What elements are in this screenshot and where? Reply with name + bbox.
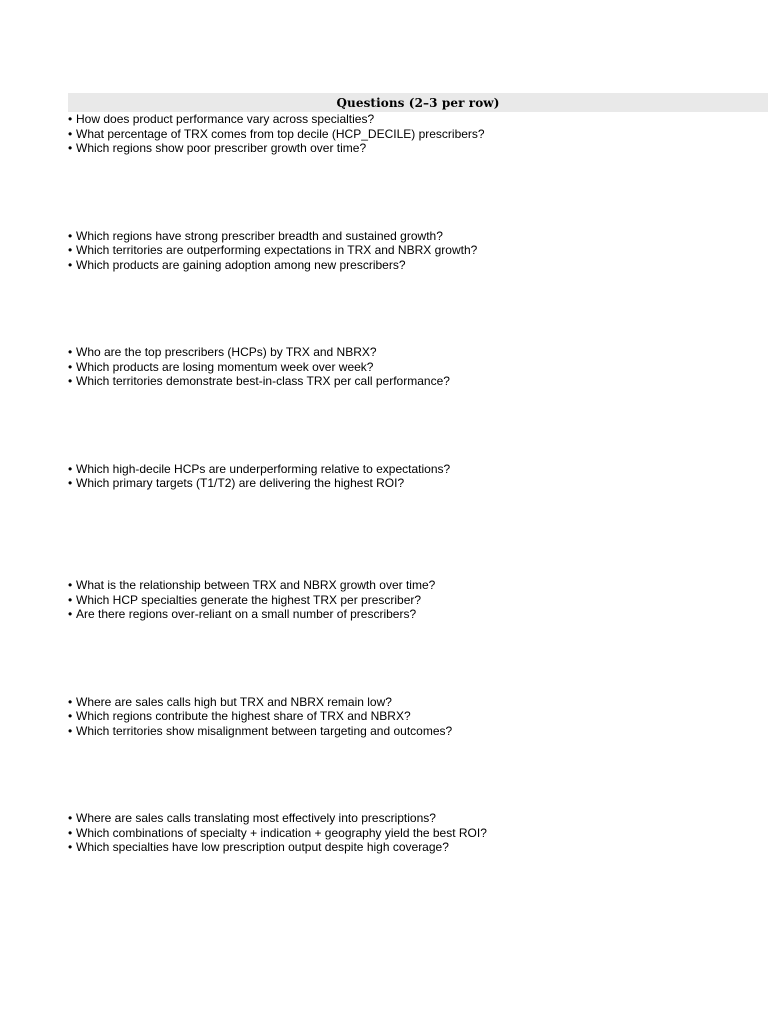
header-row	[68, 93, 768, 112]
question-item	[68, 258, 768, 273]
bullet-icon: •	[68, 126, 73, 141]
question-text: Which regions show poor prescriber growth over time?	[76, 141, 367, 156]
question-rows	[68, 112, 768, 928]
question-text: Which high-decile HCPs are underperforming relative to expectations?	[76, 461, 451, 476]
question-text: Which territories demonstrate best-in-class TRX per call performance?	[76, 374, 450, 389]
question-row	[68, 345, 768, 462]
question-item	[68, 374, 768, 389]
question-item	[68, 578, 768, 593]
question-text: Are there regions over-reliant on a small number of prescribers?	[76, 607, 417, 622]
question-row	[68, 811, 768, 928]
bullet-icon: •	[68, 476, 73, 491]
question-text: Which territories are outperforming expectations in TRX and NBRX growth?	[76, 243, 478, 258]
bullet-icon: •	[68, 607, 73, 622]
question-row	[68, 112, 768, 229]
question-item	[68, 345, 768, 360]
question-text: Which specialties have low prescription output despite high coverage?	[76, 840, 449, 855]
question-item	[68, 724, 768, 739]
question-item	[68, 476, 768, 491]
question-item	[68, 826, 768, 841]
question-item	[68, 360, 768, 375]
bullet-icon: •	[68, 723, 73, 738]
question-item	[68, 462, 768, 477]
questions-sheet	[68, 93, 768, 928]
question-item	[68, 695, 768, 710]
question-item	[68, 593, 768, 608]
question-text: Where are sales calls translating most effectively into prescriptions?	[76, 811, 436, 825]
question-text: Which primary targets (T1/T2) are delivering the highest ROI?	[76, 476, 405, 491]
question-text: Which products are losing momentum week over week?	[76, 359, 374, 374]
bullet-icon: •	[68, 141, 73, 156]
question-item	[68, 127, 768, 142]
question-text: How does product performance vary across specialties?	[76, 112, 375, 126]
question-item	[68, 141, 768, 156]
question-item	[68, 811, 768, 826]
bullet-icon: •	[68, 592, 73, 607]
question-text: Which regions have strong prescriber breadth and sustained growth?	[76, 228, 443, 243]
question-text: Which territories show misalignment between targeting and outcomes?	[76, 723, 453, 738]
question-text: Which HCP specialties generate the highest TRX per prescriber?	[76, 592, 422, 607]
question-text: Which products are gaining adoption among new prescribers?	[76, 257, 406, 272]
bullet-icon: •	[68, 694, 73, 709]
column-header: Questions (2–3 per row)	[336, 95, 500, 110]
question-text: Where are sales calls high but TRX and NBRX remain low?	[76, 694, 392, 709]
bullet-icon: •	[68, 578, 73, 592]
question-text: What is the relationship between TRX and NBRX growth over time?	[76, 578, 436, 592]
bullet-icon: •	[68, 345, 73, 359]
question-text: What percentage of TRX comes from top decile (HCP_DECILE) prescribers?	[76, 126, 485, 141]
question-item	[68, 243, 768, 258]
question-item	[68, 112, 768, 127]
question-item	[68, 709, 768, 724]
bullet-icon: •	[68, 359, 73, 374]
bullet-icon: •	[68, 840, 73, 855]
bullet-icon: •	[68, 112, 73, 126]
question-item	[68, 840, 768, 855]
question-row	[68, 695, 768, 812]
bullet-icon: •	[68, 257, 73, 272]
question-text: Which regions contribute the highest share of TRX and NBRX?	[76, 709, 411, 724]
bullet-icon: •	[68, 461, 73, 476]
bullet-icon: •	[68, 228, 73, 243]
question-row	[68, 462, 768, 579]
question-text: Who are the top prescribers (HCPs) by TRX and NBRX?	[76, 345, 377, 359]
bullet-icon: •	[68, 825, 73, 840]
question-item	[68, 607, 768, 622]
bullet-icon: •	[68, 709, 73, 724]
bullet-icon: •	[68, 243, 73, 258]
question-row	[68, 229, 768, 346]
bullet-icon: •	[68, 374, 73, 389]
question-row	[68, 578, 768, 695]
bullet-icon: •	[68, 811, 73, 825]
question-text: Which combinations of specialty + indication + geography yield the best ROI?	[76, 825, 487, 840]
question-item	[68, 229, 768, 244]
